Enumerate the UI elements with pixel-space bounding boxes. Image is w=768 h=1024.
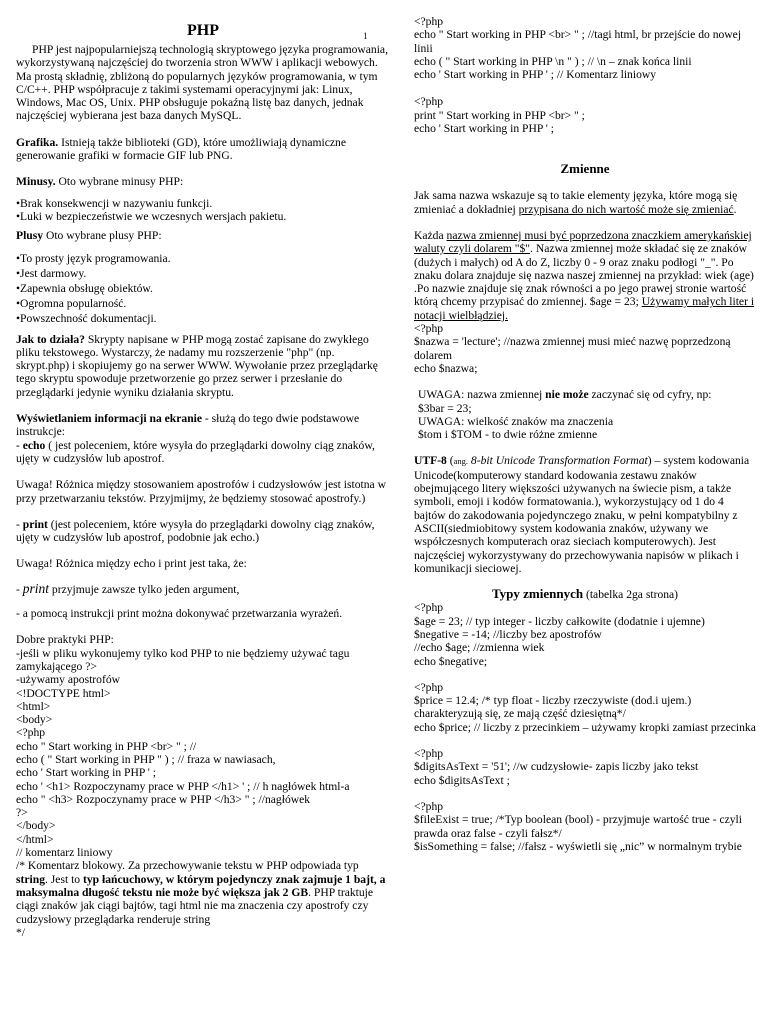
code-line: <?php xyxy=(414,322,444,336)
underlined-text: Używamy małych liter i notacji wielbłądziej. xyxy=(414,295,755,322)
utf8-text: ) – system kodowania Unicode(komputerowy standard kodowania zestawu znaków obejmującego litery większości używanych na świecie pism, a także symboli, emoji i kodów formatowania.), wykorzystujący od 1 do 4 bajtów do zakodowania pojedynczego znaku, w pełni kompatybilny z ASCII(siedmiobitowy system kodowania znaków, używany we współczesnych komputerach oraz sieciach komputerowych). Jest najczęściej wykorzystywany do przechowywania napisów w plikach i komunikacji sieciowej. xyxy=(414,454,750,575)
code-line: // komentarz liniowy xyxy=(16,846,113,860)
typy-note: (tabelka 2ga strona) xyxy=(583,588,679,602)
code-line: echo $nazwa; xyxy=(414,361,478,375)
code-line: print " Start working in PHP <br> " ; xyxy=(414,108,585,122)
utf8-label: UTF-8 xyxy=(414,454,447,468)
uwaga-line: $tom i $TOM - to dwie różne zmienne xyxy=(418,428,598,442)
typy-heading xyxy=(414,587,756,601)
code-line: echo ' Start working in PHP ' ; xyxy=(414,122,554,136)
list-item: •Luki w bezpieczeństwie we wczesnych wersjach pakietu. xyxy=(16,209,287,223)
uwaga-quotes-paragraph: Uwaga! Różnica między stosowaniem apostrofów i cudzysłowów jest istotna w przy przetwarzaniu tekstów. Przyjmijmy, że będziemy stosować apostrofy.) xyxy=(16,478,386,505)
uwaga-line: UWAGA: wielkość znaków ma znaczenia xyxy=(418,414,614,428)
right-column xyxy=(414,0,756,853)
code-line: $negative = -14; //liczby bez apostrofów xyxy=(414,627,602,641)
text: . xyxy=(733,202,737,216)
code-block-integer xyxy=(414,601,756,667)
block-text: /* Komentarz blokowy. Za przechowywanie tekstu w PHP odpowiada typ xyxy=(16,859,359,873)
difference-item-2: - a pomocą instrukcji print można dokonywać przetwarzania wyrażeń. xyxy=(16,607,343,621)
code-line: echo $price; // liczby z przecinkiem – używamy kropki zamiast przecinka xyxy=(414,720,756,734)
code-block-print xyxy=(414,95,756,135)
code-line: -używamy apostrofów xyxy=(16,673,120,687)
code-line: <?php xyxy=(414,601,444,615)
uwaga-line: $3bar = 23; xyxy=(418,401,472,415)
page-number: 1 xyxy=(363,31,368,41)
code-line: <?php xyxy=(414,15,444,28)
wyswietlanie-paragraph xyxy=(16,412,390,439)
left-column xyxy=(16,0,390,939)
code-line: <?php xyxy=(414,747,444,761)
text: UWAGA: nazwa zmiennej xyxy=(418,388,546,402)
code-line: ?> xyxy=(16,806,28,820)
minusy-label: Minusy. xyxy=(16,175,56,189)
echo-label: echo xyxy=(22,438,46,452)
list-item: •Ogromna popularność. xyxy=(16,297,127,311)
difference-text-1: przyjmuje zawsze tylko jeden argument, xyxy=(49,582,240,596)
code-line: echo $digitsAsText ; xyxy=(414,773,510,787)
code-line: <?php xyxy=(414,799,444,813)
list-item: •Brak konsekwencji w nazywaniu funkcji. xyxy=(16,196,213,210)
jak-label: Jak to działa? xyxy=(16,332,85,346)
code-line: $price = 12.4; /* typ float - liczby rzeczywiste (dod.i ujem.) charakteryzują się, ze mają część dziesiętną*/ xyxy=(414,694,692,721)
code-line: $isSomething = false; //fałsz - wyświetli się „nic” w normalnym trybie xyxy=(414,839,742,853)
list-item: •Powszechność dokumentacji. xyxy=(16,312,157,326)
grafika-text: Istnieją także biblioteki (GD), które umożliwiają dynamiczne generowanie grafiki w formacie GIF lub PNG. xyxy=(16,135,346,163)
intro-paragraph: PHP jest najpopularniejszą technologią skryptowego języka programowania, wykorzystywaną najczęściej do tworzenia stron WWW i aplikacji webowych. Ma prostą składnię, zbliżoną do popularnych języków programowania, w tym C/C++. PHP współpracuje z takimi systemami operacyjnymi jak: Linux, Windows, Mac OS, Unix. PHP obsługuje pokaźną listę baz danych, jednak najczęściej wybierana jest baza danych MySQL. xyxy=(16,43,388,123)
grafika-paragraph xyxy=(16,136,390,163)
code-line: $fileExist = true; /*Typ boolean (bool) - przyjmuje wartość true - czyli prawda oraz false - czyli fałsz*/ xyxy=(414,813,742,840)
code-line: <body> xyxy=(16,713,53,727)
code-line: echo ' Start working in PHP ' ; // Komentarz liniowy xyxy=(414,68,657,82)
echo-paragraph xyxy=(16,439,390,466)
echo-text: ( jest poleceniem, które wysyła do przeglądarki dowolny ciąg znaków, ujęty w cudzysłów lub apostrof. xyxy=(16,438,375,465)
block-text: . Jest to xyxy=(44,872,83,886)
underlined-text: przypisana do nich wartość może się zmieniać xyxy=(518,202,734,216)
code-line: echo ( " Start working in PHP \n " ) ; // \n – znak końca linii xyxy=(414,54,692,68)
text: zaczynać się od cyfry, np: xyxy=(588,388,712,402)
typy-title: Typy zmiennych xyxy=(491,586,584,602)
code-line: <?php xyxy=(414,680,444,694)
jak-paragraph xyxy=(16,333,390,399)
code-line: -jeśli w pliku wykonujemy tylko kod PHP to nie będziemy używać tagu zamykającego ?> xyxy=(16,646,350,673)
code-line: echo " Start working in PHP <br> " ; //tagi html, br przejście do nowej linii xyxy=(414,28,742,55)
code-block-string xyxy=(414,747,756,787)
plusy-list xyxy=(16,251,390,327)
code-block-boolean xyxy=(414,800,756,853)
string-definition: typ łańcuchowy, w którym pojedynczy znak zajmuje 1 bajt, a maksymalna długość tekstu nie może być większa jak 2 GB xyxy=(16,872,386,899)
wyswietlanie-label: Wyświetlaniem informacji na ekranie xyxy=(16,412,203,426)
zmienne-paragraph-1 xyxy=(414,189,756,216)
wyswietlanie-text: - służą do tego dwie podstawowe instrukcje: xyxy=(16,412,360,439)
utf8-paragraph: UTF-8 (ang. 8-bit Unicode Transformation Format) – system kodowania Unicode(komputerowy standard kodowania zestawu znaków obejmującego litery większości używanych na świecie pism, a także symboli, emoji i kodów formatowania.), wykorzystujący od 1 do 4 bajtów do zakodowania pojedynczego znaku, w pełni kompatybilny z ASCII(siedmiobitowy system kodowania znaków, używany we współczesnych komputerach oraz sieciach komputerowych). Jest najczęściej wykorzystywany do przechowywania napisów w plikach i komunikacji sieciowej. xyxy=(414,454,750,575)
code-line: echo ( " Start working in PHP " ) ; // fraza w nawiasach, xyxy=(16,753,276,766)
text: Jak sama nazwa wskazuje są to takie elementy języka, które mogą się zmieniać a dokładniej xyxy=(414,189,738,216)
minusy-list xyxy=(16,197,390,224)
text: . Nazwa zmiennej może składać się ze znaków (dużych i małych) od A do Z, liczby 0 - 9 oraz znaku podłogi "_". Po znaku dolara znajduje się nazwa naszej zmiennej na przykład: wiek (age) .Po nazwie znajduje się znak równości a po jego prawej stronie wartość którą chcemy przypisać do zmiennej. $age = 23; xyxy=(414,242,754,309)
code-line: $nazwa = 'lecture'; //nazwa zmiennej musi mieć nazwę poprzedzoną dolarem xyxy=(414,335,731,362)
minusy-heading xyxy=(16,175,390,188)
code-block-float xyxy=(414,681,756,734)
utf8-expansion: 8-bit Unicode Transformation Format xyxy=(468,454,648,468)
print-label: print xyxy=(22,517,48,531)
text: Każda xyxy=(414,228,447,242)
page-title: PHP xyxy=(187,22,219,39)
grafika-label: Grafika. xyxy=(16,135,59,149)
code-line: <html> xyxy=(16,699,51,713)
zmienne-heading: Zmienne xyxy=(560,161,610,177)
uwaga-block xyxy=(418,388,756,441)
uwaga-line xyxy=(418,388,756,401)
zmienne-paragraph-2 xyxy=(414,229,756,322)
code-line: </body> xyxy=(16,819,56,833)
list-item: •To prosty język programowania. xyxy=(16,251,171,265)
code-line: echo ' <h1> Rozpoczynamy prace w PHP </h1> ' ; // h nagłówek html-a xyxy=(16,779,350,793)
print-paragraph xyxy=(16,518,390,545)
utf8-ang: ang. xyxy=(453,456,469,467)
jak-text: Skrypty napisane w PHP mogą zostać zapisane do zwykłego pliku tekstowego. Wystarczy, że nadamy mu rozszerzenie "php" (np. skrypt.php) i skopiujemy go na serwer WWW. Wywołanie przez przeglądarkę tego skryptu spowoduje przetworzenie go przez serwer i przesłanie do przeglądarki jedynie wyniku działania skryptu. xyxy=(16,332,378,399)
code-line: Dobre praktyki PHP: xyxy=(16,633,114,647)
block-text: . PHP traktuje ciągi znaków jak ciągi bajtów, tagi html nie ma znaczenia czy apostrofy czy cudzysłowy przeglądarka renderuje string xyxy=(16,885,374,926)
code-line: echo " <h3> Rozpoczynamy prace w PHP </h3> " ; //nagłówek xyxy=(16,792,311,806)
code-line: <?php xyxy=(16,726,46,740)
code-line: $age = 23; // typ integer - liczby całkowite (dodatnie i ujemne) xyxy=(414,614,705,628)
block-comment xyxy=(16,859,390,925)
print-text: (jest poleceniem, które wysyła do przeglądarki dowolny ciąg znaków, ujęty w cudzysłów lub apostrof, podobnie jak echo.) xyxy=(16,517,375,545)
difference-item-1 xyxy=(16,582,390,596)
uwaga-difference: Uwaga! Różnica między echo i print jest taka, że: xyxy=(16,557,247,571)
dash: - xyxy=(16,582,23,596)
list-item: •Jest darmowy. xyxy=(16,266,87,280)
plusy-heading xyxy=(16,229,390,242)
code-line: //echo $age; //zmienna wiek xyxy=(414,641,545,655)
list-item: •Zapewnia obsługę obiektów. xyxy=(16,281,153,295)
block-comment-end: */ xyxy=(16,925,26,939)
code-line: echo ' Start working in PHP ' ; xyxy=(16,766,156,780)
string-word: string xyxy=(16,872,45,886)
dash: - xyxy=(16,438,23,452)
code-block-echo xyxy=(414,15,756,81)
code-block-variable xyxy=(414,322,756,375)
plusy-text: Oto wybrane plusy PHP: xyxy=(43,229,162,243)
code-line: <!DOCTYPE html> xyxy=(16,686,111,700)
plusy-label: Plusy xyxy=(16,229,44,243)
code-line: echo $negative; xyxy=(414,654,488,668)
minusy-text: Oto wybrane minusy PHP: xyxy=(55,175,184,189)
print-word: print xyxy=(22,580,50,596)
code-line: <?php xyxy=(414,95,444,109)
code-line: </html> xyxy=(16,832,54,846)
dash: - xyxy=(16,517,23,531)
code-line: $digitsAsText = '51'; //w cudzysłowie- zapis liczby jako tekst xyxy=(414,760,699,774)
nie-moze: nie może xyxy=(545,388,589,402)
underlined-text: nazwa zmiennej musi być poprzedzona znaczkiem amerykańskiej waluty czyli dolarem "$" xyxy=(414,228,752,256)
code-line: echo " Start working in PHP <br> " ; // xyxy=(16,739,197,753)
good-practices-block xyxy=(16,633,390,859)
